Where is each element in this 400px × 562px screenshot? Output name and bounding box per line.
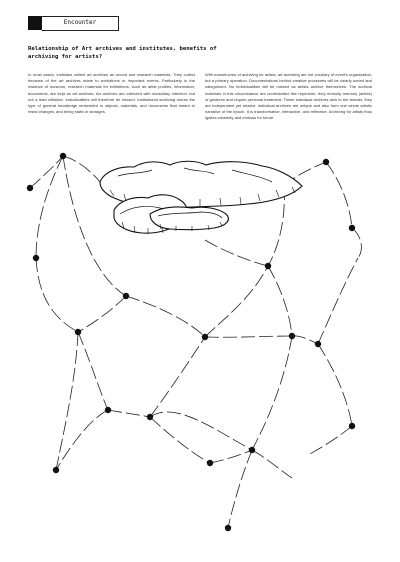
network-node [225,525,231,531]
connection-line [292,336,318,344]
connection-line [252,450,292,478]
connection-line [310,426,352,454]
connection-line [252,336,292,450]
network-node [202,334,208,340]
left-column-text: In most cases, institutes collect art archives as record and research materials. They collect because of the art archives relate to exhibitions or important events. Particularly in the instance of museum, research materials for exhibitions, such as artist profiles, information, documents, are kept as art archives. Art archives are collected with subsidiary intention, but not a lead initiative. Individualities will therefore be missed. Institutional archiving stores the type of general knowledge embedded in objects, materials, and documents that meant to resist changes, and being static in storages. [28,72,195,115]
connection-line [78,332,108,410]
network-node [265,263,271,269]
connection-line [352,228,361,258]
network-node [53,467,59,473]
right-column-text: With manoeuvres of archiving for artists, art archiving are not corollary of event's organisation, but a primary operation. Documentations behind creative processes will be clearly sorted and categorised. No individualities will be missed as artists archive themselves. The archival materials in this circumstance are orchestrated like repertoire, they embody memory (article) of gestures and require personal treatment. These individual archives akin to the islands, they are independent yet related. Individual archives are unique and also form one whole artistic narrative of the epoch. It is transformative, interactive, and reflective. Archiving for artists thus ignites creativity and endows for future. [205,72,372,121]
connection-line [126,296,205,337]
connection-line [56,410,108,470]
connection-line [205,240,268,266]
connection-line [205,336,292,337]
connection-line [268,266,292,336]
connection-line [318,258,358,344]
connection-line [150,417,210,463]
connection-line [205,266,268,337]
network-node [289,333,295,339]
network-node [207,460,213,466]
connection-line [63,156,100,182]
article-title: Relationship of Art archives and institutes, benefits of archiving for artists? [28,46,217,60]
section-tab-label: Encounter [63,19,97,26]
connection-line [36,258,78,332]
network-node [123,293,129,299]
connection-line [228,450,252,528]
network-node [349,225,355,231]
island-illustration [100,161,302,234]
network-node [249,447,255,453]
network-node [323,159,329,165]
connection-line [210,450,252,463]
network-node [315,341,321,347]
network-node [75,329,81,335]
network-node [349,423,355,429]
network-node [60,153,66,159]
connection-line [36,156,63,258]
connection-line [150,337,205,417]
connection-line [318,344,352,426]
connection-line [326,162,352,228]
network-node [33,255,39,261]
connection-line [30,156,63,188]
connection-line [56,332,78,470]
connection-line [78,296,126,332]
network-node [105,407,111,413]
network-node [147,414,153,420]
connection-line [108,410,150,417]
network-node [27,185,33,191]
